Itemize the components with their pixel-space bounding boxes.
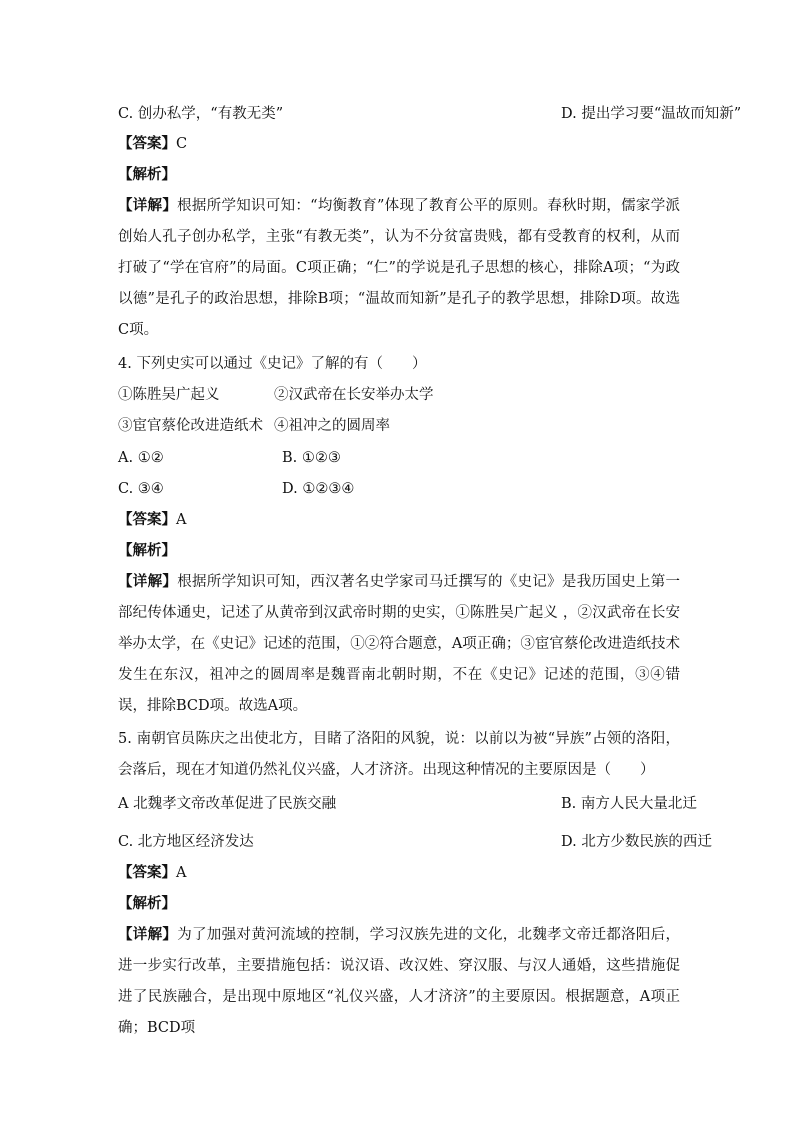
detail-text: 根据所学知识可知：“均衡教育”体现了教育公平的原则。春秋时期，儒家学派创始人孔子创办私学，主张“有教无类”，认为不分贫富贵贱，都有受教育的权利，从而打破了“学在官府”的局面。C项正确；“仁”的学说是孔子思想的核心，排除A项；“为政以德”是孔子的政治思想，排除B项；“温故而知新”是孔子的教学思想，排除D项。故选C项。 [118,198,680,338]
q4-item-4: ④祖冲之的圆周率 [274,418,390,434]
q5-detail [118,919,680,1044]
detail-text: 为了加强对黄河流域的控制，学习汉族先进的文化，北魏孝文帝迁都洛阳后，进一步实行改革，主要措施包括：说汉语、改汉姓、穿汉服、与汉人通婚，这些措施促进了民族融合，是出现中原地区“礼仪兴盛，人才济济”的主要原因。根据题意，A项正确；BCD项 [118,927,681,1036]
answer-value: A [176,512,187,528]
q5-option-d: D. 北方少数民族的西迁 [561,834,712,850]
analysis-tag: 【解析】 [118,542,176,559]
q3-answer [118,134,680,154]
q4-option-a: A. ①② [118,450,164,466]
q3-analysis-heading [118,165,680,185]
q4-options-ab [118,448,680,468]
q4-items-row2 [118,416,680,436]
answer-tag: 【答案】 [118,511,176,528]
analysis-tag: 【解析】 [118,166,176,183]
q4-options-cd [118,479,680,499]
analysis-tag: 【解析】 [118,895,176,912]
q3-option-c: C. 创办私学，“有教无类” [118,106,284,122]
q5-options-ab [118,794,697,814]
q4-items-row1 [118,385,680,405]
q5-analysis-heading [118,894,680,914]
q4-option-d: D. ①②③④ [282,481,355,497]
q3-options-cd [118,104,742,124]
q4-answer [118,510,680,530]
answer-value: A [176,865,187,881]
q4-analysis-heading [118,541,680,561]
q4-option-b: B. ①②③ [282,450,341,466]
q4-detail [118,566,680,722]
q5-option-a: A 北魏孝文帝改革促进了民族交融 [118,796,337,812]
q5-options-cd [118,832,712,852]
detail-tag: 【详解】 [118,573,178,590]
q3-detail [118,190,680,346]
detail-tag: 【详解】 [118,197,178,214]
q4-option-c: C. ③④ [118,481,164,497]
q5-option-c: C. 北方地区经济发达 [118,834,254,850]
q5-option-b: B. 南方人民大量北迁 [561,796,697,812]
q4-item-2: ②汉武帝在长安举办太学 [274,387,434,403]
answer-tag: 【答案】 [118,864,176,881]
q4-stem: 4. 下列史实可以通过《史记》了解的有（ ） [118,356,427,372]
answer-value: C [176,136,188,152]
q5-stem: 5. 南朝官员陈庆之出使北方，目睹了洛阳的风貌，说：以前以为被“异族”占领的洛阳，会落后，现在才知道仍然礼仪兴盛，人才济济。出现这种情况的主要原因是（ ） [118,731,680,778]
answer-tag: 【答案】 [118,135,176,152]
q4-item-1: ①陈胜吴广起义 [118,387,220,403]
q4-item-3: ③宦官蔡伦改进造纸术 [118,418,263,434]
detail-text: 根据所学知识可知，西汉著名史学家司马迁撰写的《史记》是我历国史上第一部纪传体通史，记述了从黄帝到汉武帝时期的史实，①陈胜吴广起义 ，②汉武帝在长安举办太学，在《史记》记述的范围，①②符合题意，A项正确；③宦官蔡伦改进造纸技术发生在东汉，祖冲之的圆周率是魏晋南北朝时期，不在《史记》记述的范围，③④错误，排除BCD项。故选A项。 [118,574,681,714]
q5-answer [118,863,680,883]
detail-tag: 【详解】 [118,926,178,943]
q3-option-d: D. 提出学习要“温故而知新” [561,106,742,122]
